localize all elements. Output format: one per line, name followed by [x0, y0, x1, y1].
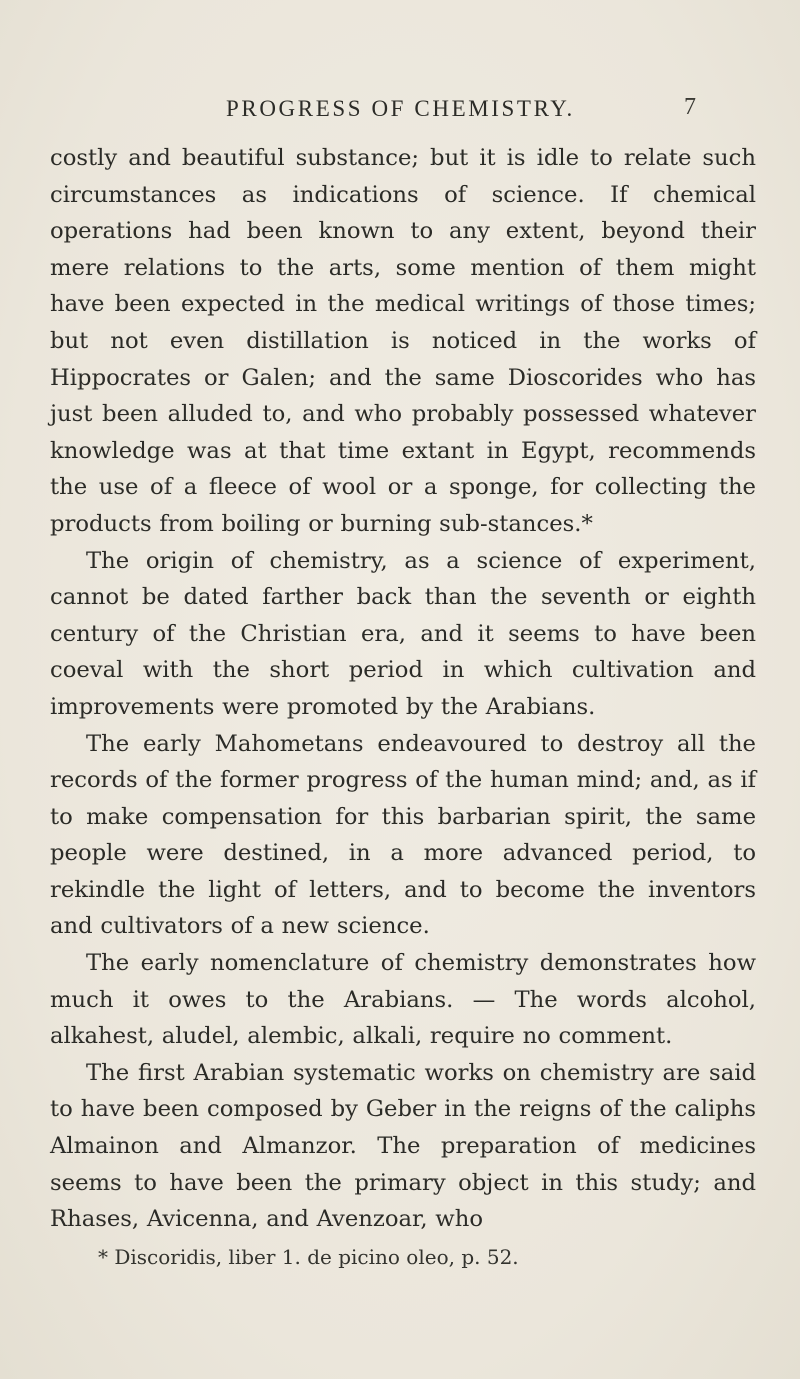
paragraph-continuation: costly and beautiful substance; but it is idle to relate such circumstances as indications of science. If chemical operations had been known to any extent, beyond their mere relations to the arts, some mention of them might have been expected in the medical writings of those times; but not even distillation is noticed in the works of Hippocrates or Galen; and the same Dioscorides who has just been alluded to, and who probably possessed whatever knowledge was at that time extant in Egypt, recommends the use of a fleece of wool or a sponge, for collecting the products from boiling or burning sub-stances.* — [50, 145, 756, 537]
paragraph-first-arabian-works: The first Arabian systematic works on chemistry are said to have been composed by Geber in the reigns of the caliphs Almainon and Almanzor. The preparation of medicines seems to have been the primary object in this study; and Rhases, Avicenna, and Avenzoar, who — [50, 1059, 756, 1233]
page-number: 7 — [684, 94, 696, 120]
paragraph-early-nomenclature: The early nomenclature of chemistry demonstrates how much it owes to the Arabians. — The words alcohol, alkahest, aludel, alembic, alkali, require no comment. — [50, 950, 756, 1050]
running-head — [226, 96, 696, 128]
body-text — [50, 140, 756, 1238]
paragraph-early-mahometans: The early Mahometans endeavoured to destroy all the records of the former progress of the human mind; and, as if to make compensation for this barbarian spirit, the same people were destined, in a more advanced period, to rekindle the light of letters, and to become the inventors and cultivators of a new science. — [50, 730, 756, 940]
running-head-title: PROGRESS OF CHEMISTRY. — [226, 96, 575, 121]
paragraph-origin-of-chemistry: The origin of chemistry, as a science of experiment, cannot be dated farther back than the seventh or eighth century of the Christian era, and it seems to have been coeval with the short period in which cultivation and improvements were promoted by the Arabians. — [50, 547, 756, 720]
footnote: * Discoridis, liber 1. de picino oleo, p. 52. — [98, 1245, 519, 1269]
